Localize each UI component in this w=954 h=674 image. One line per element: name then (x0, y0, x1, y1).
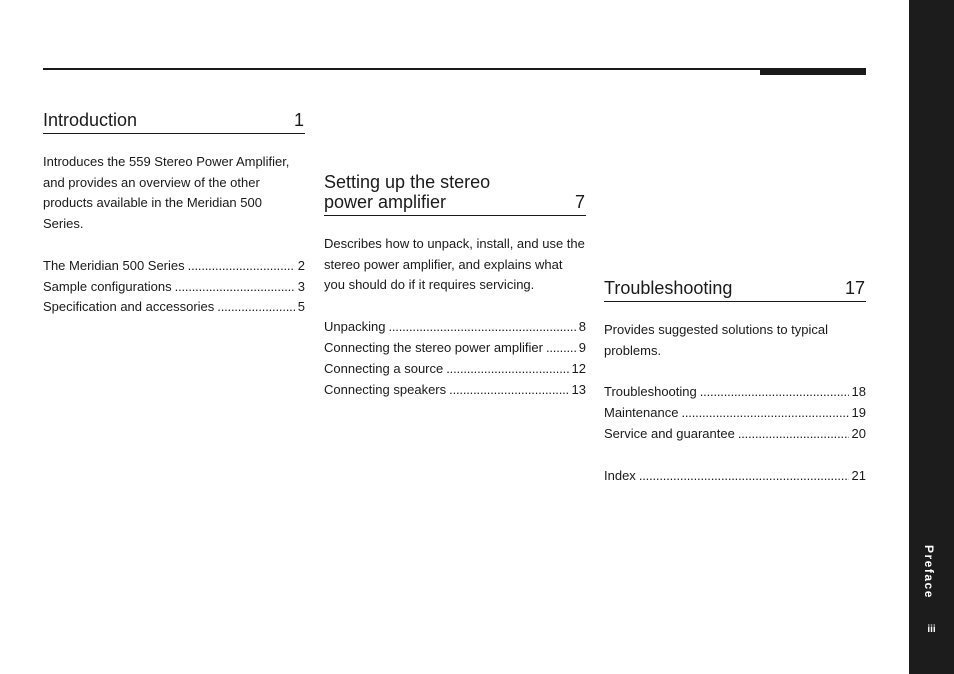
toc-list (604, 382, 866, 444)
toc-entry[interactable]: Unpacking . . . 8 (324, 317, 586, 338)
toc-list (604, 466, 866, 487)
section-title: Introduction (43, 110, 138, 130)
toc-entry[interactable]: Sample configurations . . . 3 (43, 277, 305, 298)
top-rule (43, 68, 866, 70)
toc-list (324, 317, 586, 400)
section-title: Troubleshooting (604, 278, 733, 298)
page-number: iii (927, 624, 936, 635)
section-description: Introduces the 559 Stereo Power Amplifier, and provides an overview of the other products available in the Meridian 500 Series. (43, 154, 290, 232)
side-tab-label: Preface (922, 545, 936, 599)
section-title: Setting up the stereo power amplifier (324, 172, 491, 212)
toc-entry[interactable]: Connecting speakers . . . 13 (324, 380, 586, 401)
section-setting-up (324, 172, 586, 400)
section-page-number: 1 (293, 110, 304, 130)
section-heading[interactable] (43, 110, 305, 134)
section-heading[interactable] (324, 172, 586, 216)
toc-entry[interactable]: Specification and accessories . . . 5 (43, 297, 305, 318)
toc-list (43, 256, 305, 318)
section-description: Describes how to unpack, install, and use the stereo power amplifier, and explains what you should do if it requires servicing. (324, 236, 585, 293)
toc-entry[interactable]: Service and guarantee . . . 20 (604, 424, 866, 445)
toc-entry[interactable]: Connecting the stereo power amplifier . . . 9 (324, 338, 586, 359)
section-description: Provides suggested solutions to typical problems. (604, 322, 829, 358)
section-page-number: 7 (574, 192, 585, 212)
section-troubleshooting (604, 278, 866, 487)
toc-entry-index[interactable]: Index . . . 21 (604, 466, 866, 487)
section-page-number: 17 (844, 278, 865, 298)
top-rule-accent (760, 68, 866, 75)
toc-entry[interactable]: Maintenance . . . 19 (604, 403, 866, 424)
toc-entry[interactable]: Connecting a source . . . 12 (324, 359, 586, 380)
toc-entry[interactable]: The Meridian 500 Series . . . 2 (43, 256, 305, 277)
section-introduction (43, 110, 305, 318)
section-heading[interactable] (604, 278, 866, 302)
toc-entry[interactable]: Troubleshooting . . . 18 (604, 382, 866, 403)
